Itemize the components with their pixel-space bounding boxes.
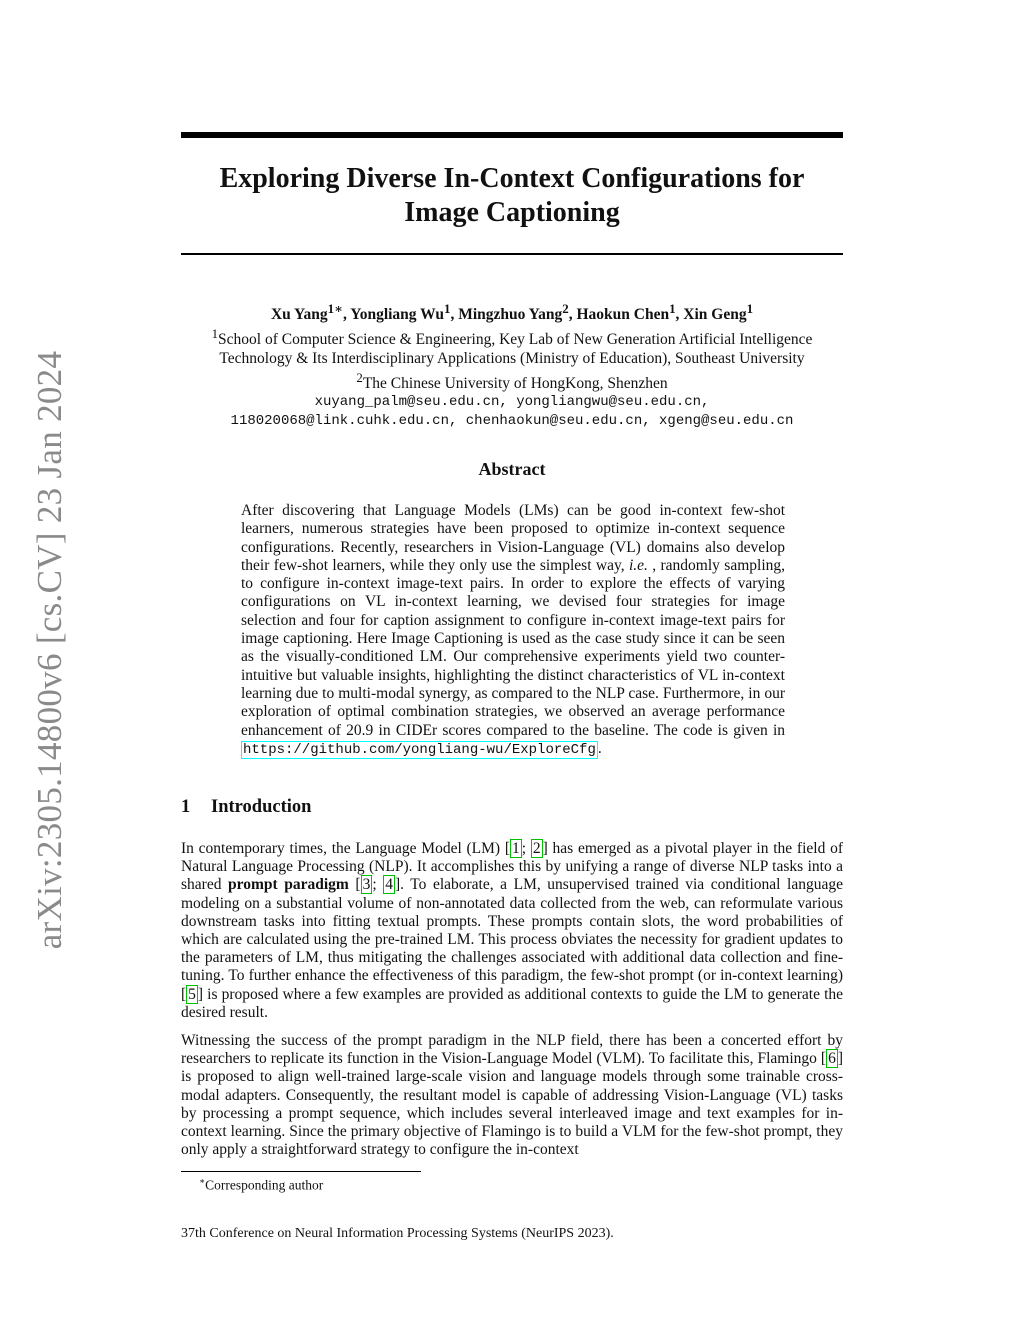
author-affiliation-marker: 1 (746, 301, 754, 316)
arxiv-sidebar-identifier: arXiv:2305.14800v6 [cs.CV] 23 Jan 2024 (30, 350, 69, 950)
affiliation-1-marker: 1 (211, 326, 219, 342)
affiliation-1-line-b: Technology & Its Interdisciplinary Applications (Ministry of Education), Southeast University (219, 350, 805, 368)
abstract-body (241, 502, 785, 759)
author-separator: , (343, 306, 351, 324)
citation-link[interactable]: 3 (362, 876, 371, 894)
author-emails-line-1: xuyang_palm@seu.edu.cn, yongliangwu@seu.edu.cn, (314, 394, 710, 411)
citation-link[interactable]: 1 (512, 840, 520, 857)
author-name: Mingzhuo Yang (458, 306, 563, 324)
footnote-text: Corresponding author (205, 1177, 324, 1193)
citation-link[interactable]: 6 (828, 1050, 836, 1068)
conference-venue-note: 37th Conference on Neural Information Processing Systems (NeurIPS 2023). (181, 1226, 614, 1241)
abstract-text-b: , randomly sampling, to configure in-context image-text pairs. In order to explore the effects of varying configurations on VL in-context learning, we devised four strategies for image selection and four for caption assignment to configure in-context image-text pairs for image captioning. Here Image Captioning is used as the case study since it can be seen as the visually-conditioned LM. Our comprehensive experiments yield two counter-intuitive but valuable insights, highlighting the distinct characteristics of VL in-context learning due to multi-modal synergy, as compared to the NLP case. Furthermore, in our exploration of optimal combination strategies, we observed an average performance enhancement of 20.9 in CIDEr scores compared to the baseline. The code is given in (241, 556, 785, 739)
paragraph-text-run: ; (372, 876, 384, 894)
title-line-1: Exploring Diverse In-Context Configurations for (219, 163, 805, 194)
affiliation-2-text: The Chinese University of HongKong, Shenzhen (362, 375, 668, 393)
author-separator: , (675, 306, 684, 324)
paragraph-text-run: ] is proposed where a few examples are provided as additional contexts to guide the LM to generate the desired result. (181, 985, 843, 1021)
citation-link[interactable]: 5 (188, 985, 196, 1003)
title-bottom-rule (181, 253, 843, 255)
section-number: 1 (181, 797, 191, 817)
affiliation-2 (160, 368, 864, 393)
author-name: Xu Yang (270, 306, 328, 324)
citation-link[interactable]: 2 (532, 840, 541, 857)
abstract-text-c: . (597, 739, 602, 757)
intro-paragraph-2 (181, 1032, 843, 1159)
section-heading-introduction (181, 797, 311, 818)
author-affiliation-marker: 1∗ (327, 301, 344, 316)
footnote (199, 1176, 323, 1194)
intro-paragraph-1 (181, 840, 843, 1022)
author-affiliation-marker: 2 (562, 301, 569, 316)
code-repository-link[interactable]: https://github.com/yongliang-wu/ExploreCfg (243, 741, 596, 758)
paragraph-text-run: ]. To elaborate, a LM, unsupervised trained via conditional language modeling on a substantial volume of non-annotated data collected from the web, can reformulate various downstream tasks into fitting textual prompts. These prompts contain slots, the word probabilities of which are calculated using the pre-trained LM. This process obviates the necessity for gradient updates to the parameters of LM, thus mitigating the challenges associated with additional data collection and fine-tuning. To further enhance the effectiveness of this paradigm, the few-shot prompt (or in-context learning) [ (181, 876, 843, 1003)
affiliation-2-marker: 2 (356, 370, 363, 386)
paragraph-text-run: Witnessing the success of the prompt paradigm in the NLP field, there has been a concerted effort by researchers to replicate its function in the Vision-Language Model (VLM). To facilitate this, Flamingo [ (181, 1032, 843, 1068)
author-separator: , (450, 306, 459, 324)
footnote-marker: ∗ (199, 1176, 206, 1186)
paper-title (181, 162, 843, 230)
abstract-text-a: After discovering that Language Models (LMs) can be good in-context few-shot learners, numerous strategies have been proposed to optimize in-context sequence configurations. Recently, researchers in Vision-Language (VL) domains also develop their few-shot learners, while they only use the simplest way, (241, 502, 785, 574)
author-name: Yongliang Wu (350, 306, 444, 324)
emphasized-term: prompt paradigm (228, 876, 349, 894)
paragraph-text-run: [ (348, 876, 361, 894)
paragraph-text-run: ] is proposed to align well-trained large-scale vision and language models through some trainable cross-modal adapters. Consequently, the resultant model is capable of addressing Vision-Language (VL) tasks by processing a prompt sequence, which includes several interleaved image and text examples for in-context learning. Since the primary objective of Flamingo is to build a VLM for the few-shot prompt, they only apply a straightforward strategy to configure the in-context (181, 1050, 843, 1159)
title-top-rule (181, 132, 843, 138)
author-separator: , (568, 306, 577, 324)
author-affiliation-marker: 1 (669, 301, 676, 316)
affiliation-1-line-a: School of Computer Science & Engineering, Key Lab of New Generation Artificial Intelligence (218, 331, 813, 349)
footnote-rule (181, 1171, 421, 1172)
author-affiliation-marker: 1 (443, 301, 451, 316)
paragraph-text-run: In contemporary times, the Language Model (LM) [ (181, 840, 511, 857)
author-emails-line-2: 118020068@link.cuhk.edu.cn, chenhaokun@seu.edu.cn, xgeng@seu.edu.cn (230, 413, 794, 430)
author-name: Haokun Chen (576, 306, 670, 324)
author-names (160, 299, 864, 324)
author-name: Xin Geng (683, 306, 747, 324)
abstract-ie: i.e. (628, 556, 648, 574)
author-block (160, 299, 864, 431)
affiliation-1 (160, 324, 864, 349)
paragraph-text-run: ] has emerged as a pivotal player in the field of Natural Language Processing (NLP). It accomplishes this by unifying a range of diverse NLP tasks into a shared (181, 840, 843, 894)
citation-link[interactable]: 4 (385, 876, 393, 894)
title-line-2: Image Captioning (404, 197, 620, 228)
section-title: Introduction (211, 797, 312, 817)
paragraph-text-run: ; (521, 840, 531, 857)
abstract-heading: Abstract (478, 459, 546, 479)
